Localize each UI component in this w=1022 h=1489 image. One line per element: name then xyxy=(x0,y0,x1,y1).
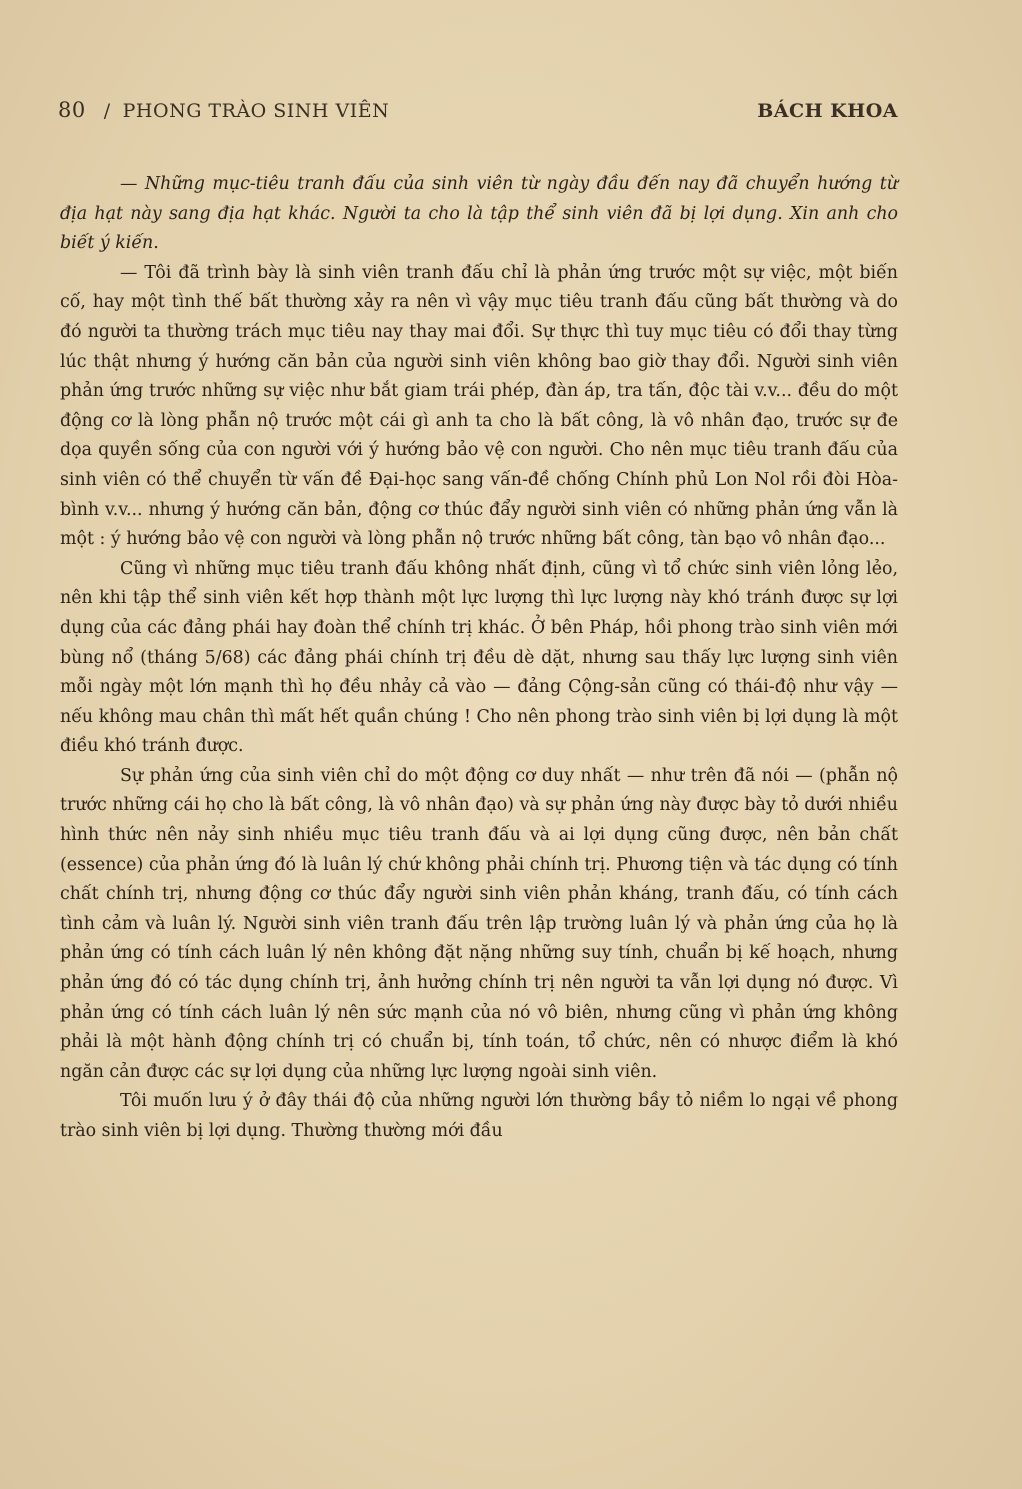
answer-paragraph: Cũng vì những mục tiêu tranh đấu không nhất định, cũng vì tổ chức sinh viên lỏng lẻo, nên khi tập thể sinh viên kết hợp thành một lực lượng thì lực lượng này khó tránh được sự lợi dụng của các đảng phái hay đoàn thể chính trị khác. Ở bên Pháp, hồi phong trào sinh viên mới bùng nổ (tháng 5/68) các đảng phái chính trị đều dè dặt, nhưng sau thấy lực lượng sinh viên mỗi ngày một lớn mạnh thì họ đều nhảy cả vào — đảng Cộng-sản cũng có thái-độ như vậy — nếu không mau chân thì mất hết quần chúng ! Cho nên phong trào sinh viên bị lợi dụng là một điều khó tránh được. xyxy=(60,558,898,757)
answer-paragraph: Tôi muốn lưu ý ở đây thái độ của những người lớn thường bầy tỏ niềm lo ngại về phong trào sinh viên bị lợi dụng. Thường thường mới đầu xyxy=(60,1091,898,1141)
section-title: PHONG TRÀO SINH VIÊN xyxy=(122,100,390,122)
article-body xyxy=(60,170,898,1147)
answer-paragraph: — Tôi đã trình bày là sinh viên tranh đấu chỉ là phản ứng trước một sự việc, một biến cố, hay một tình thế bất thường xảy ra nên vì vậy mục tiêu tranh đấu cũng bất thường và do đó người ta thường trách mục tiêu nay thay mai đổi. Sự thực thì tuy mục tiêu có đổi thay từng lúc thật nhưng ý hướng căn bản của người sinh viên không bao giờ thay đổi. Người sinh viên phản ứng trước những sự việc như bắt giam trái phép, đàn áp, tra tấn, độc tài v.v... đều do một động cơ là lòng phẫn nộ trước một cái gì anh ta cho là bất công, là vô nhân đạo, trước sự đe dọa quyền sống của con người với ý hướng bảo vệ con người. Cho nên mục tiêu tranh đấu của sinh viên có thể chuyển từ vấn đề Đại-học sang vấn-đề chống Chính phủ Lon Nol rồi đòi Hòa-bình v.v... nhưng ý hướng căn bản, động cơ thúc đẩy người sinh viên có những phản ứng vẫn là một : ý hướng bảo vệ con người và lòng phẫn nộ trước những bất công, tàn bạo vô nhân đạo... xyxy=(60,262,898,550)
page-header xyxy=(58,98,898,128)
magazine-title: BÁCH KHOA xyxy=(757,100,898,122)
answer-paragraph: Sự phản ứng của sinh viên chỉ do một động cơ duy nhất — như trên đã nói — (phẫn nộ trước những cái họ cho là bất công, là vô nhân đạo) và sự phản ứng này được bày tỏ dưới nhiều hình thức nên nảy sinh nhiều mục tiêu tranh đấu và ai lợi dụng cũng được, nên bản chất (essence) của phản ứng đó là luân lý chứ không phải chính trị. Phương tiện và tác dụng có tính chất chính trị, nhưng động cơ thúc đẩy người sinh viên phản kháng, tranh đấu, có tính cách tình cảm và luân lý. Người sinh viên tranh đấu trên lập trường luân lý và phản ứng của họ là phản ứng có tính cách luân lý nên không đặt nặng những suy tính, chuẩn bị kế hoạch, nhưng phản ứng đó có tác dụng chính trị, ảnh hưởng chính trị nên người ta vẫn lợi dụng nó được. Vì phản ứng có tính cách luân lý nên sức mạnh của nó vô biên, nhưng cũng vì phản ứng không phải là một hành động chính trị có chuẩn bị, tính toán, tổ chức, nên có nhược điểm là khó ngăn cản được các sự lợi dụng của những lực lượng ngoài sinh viên. xyxy=(60,765,898,1082)
interview-question: — Những mục-tiêu tranh đấu của sinh viên từ ngày đầu đến nay đã chuyển hướng từ địa hạt này sang địa hạt khác. Người ta cho là tập thể sinh viên đã bị lợi dụng. Xin anh cho biết ý kiến. xyxy=(60,174,898,254)
header-separator: / xyxy=(103,100,111,122)
page-number: 80 xyxy=(58,98,86,122)
